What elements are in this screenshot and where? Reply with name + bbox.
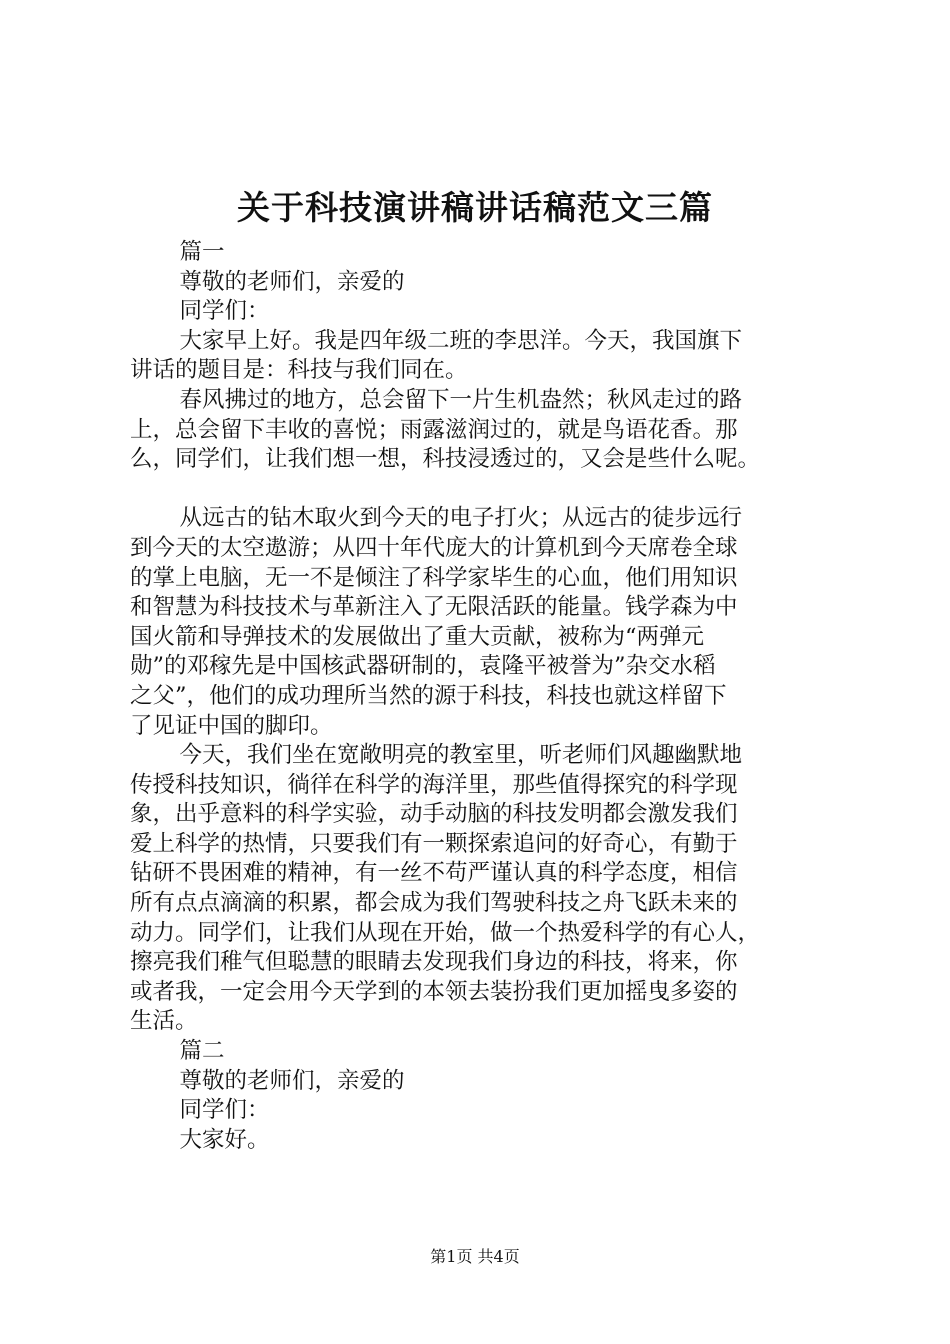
text-line: 同学们： — [179, 298, 270, 325]
text-line: 尊敬的老师们，亲爱的 — [179, 268, 405, 295]
text-line: 篇一 — [179, 239, 225, 265]
text-line: 大家早上好。我是四年级二班的李思洋。今天，我国旗下 — [179, 327, 743, 354]
text-line: 之父”，他们的成功理所当然的源于科技，科技也就这样留下 — [130, 682, 727, 709]
text-line: 今天，我们坐在宽敞明亮的教室里，听老师们风趣幽默地 — [179, 742, 743, 769]
text-line: 同学们： — [179, 1097, 270, 1124]
text-line: 所有点点滴滴的积累，都会成为我们驾驶科技之舟飞跃未来的 — [130, 890, 738, 917]
page-footer: 第1页 共4页 — [430, 1247, 520, 1266]
text-line: 讲话的题目是：科技与我们同在。 — [130, 357, 468, 384]
text-line: 爱上科学的热情，只要我们有一颗探索追问的好奇心，有勤于 — [130, 830, 738, 857]
text-line: 上，总会留下丰收的喜悦；雨露滋润过的，就是鸟语花香。那 — [130, 416, 738, 443]
text-line: 的掌上电脑，无一不是倾注了科学家毕生的心血，他们用知识 — [130, 564, 738, 591]
text-line: 了见证中国的脚印。 — [130, 712, 333, 739]
text-line: 勋”的邓稼先是中国核武器研制的，袁隆平被誉为”杂交水稻 — [130, 653, 716, 680]
text-line: 或者我，一定会用今天学到的本领去装扮我们更加摇曳多姿的 — [130, 978, 738, 1005]
blank-line — [130, 475, 835, 505]
text-line: 象，出乎意料的科学实验，动手动脑的科技发明都会激发我们 — [130, 801, 738, 828]
document-title: 关于科技演讲稿讲话稿范文三篇 — [237, 188, 713, 227]
text-line: 国火箭和导弹技术的发展做出了重大贡献，被称为“两弹元 — [130, 623, 705, 650]
text-line: 和智慧为科技技术与革新注入了无限活跃的能量。钱学森为中 — [130, 594, 738, 621]
text-line: 大家好。 — [179, 1126, 270, 1153]
text-line: 钻研不畏困难的精神，有一丝不苟严谨认真的科学态度，相信 — [130, 860, 738, 887]
text-line: 传授科技知识，徜徉在科学的海洋里，那些值得探究的科学现 — [130, 771, 738, 798]
document-body — [130, 238, 835, 1155]
text-line: 尊敬的老师们，亲爱的 — [179, 1067, 405, 1094]
text-line: 么，同学们，让我们想一想，科技浸透过的，又会是些什么呢。 — [130, 446, 761, 473]
text-line: 动力。同学们，让我们从现在开始，做一个热爱科学的有心人， — [130, 919, 761, 946]
text-line: 到今天的太空遨游；从四十年代庞大的计算机到今天席卷全球 — [130, 534, 738, 561]
text-line: 春风拂过的地方，总会留下一片生机盎然；秋风走过的路 — [179, 386, 743, 413]
text-line: 篇二 — [179, 1038, 225, 1065]
text-line: 生活。 — [130, 1008, 198, 1035]
text-line: 擦亮我们稚气但聪慧的眼睛去发现我们身边的科技，将来，你 — [130, 949, 738, 976]
text-line: 从远古的钻木取火到今天的电子打火；从远古的徒步远行 — [179, 505, 743, 532]
